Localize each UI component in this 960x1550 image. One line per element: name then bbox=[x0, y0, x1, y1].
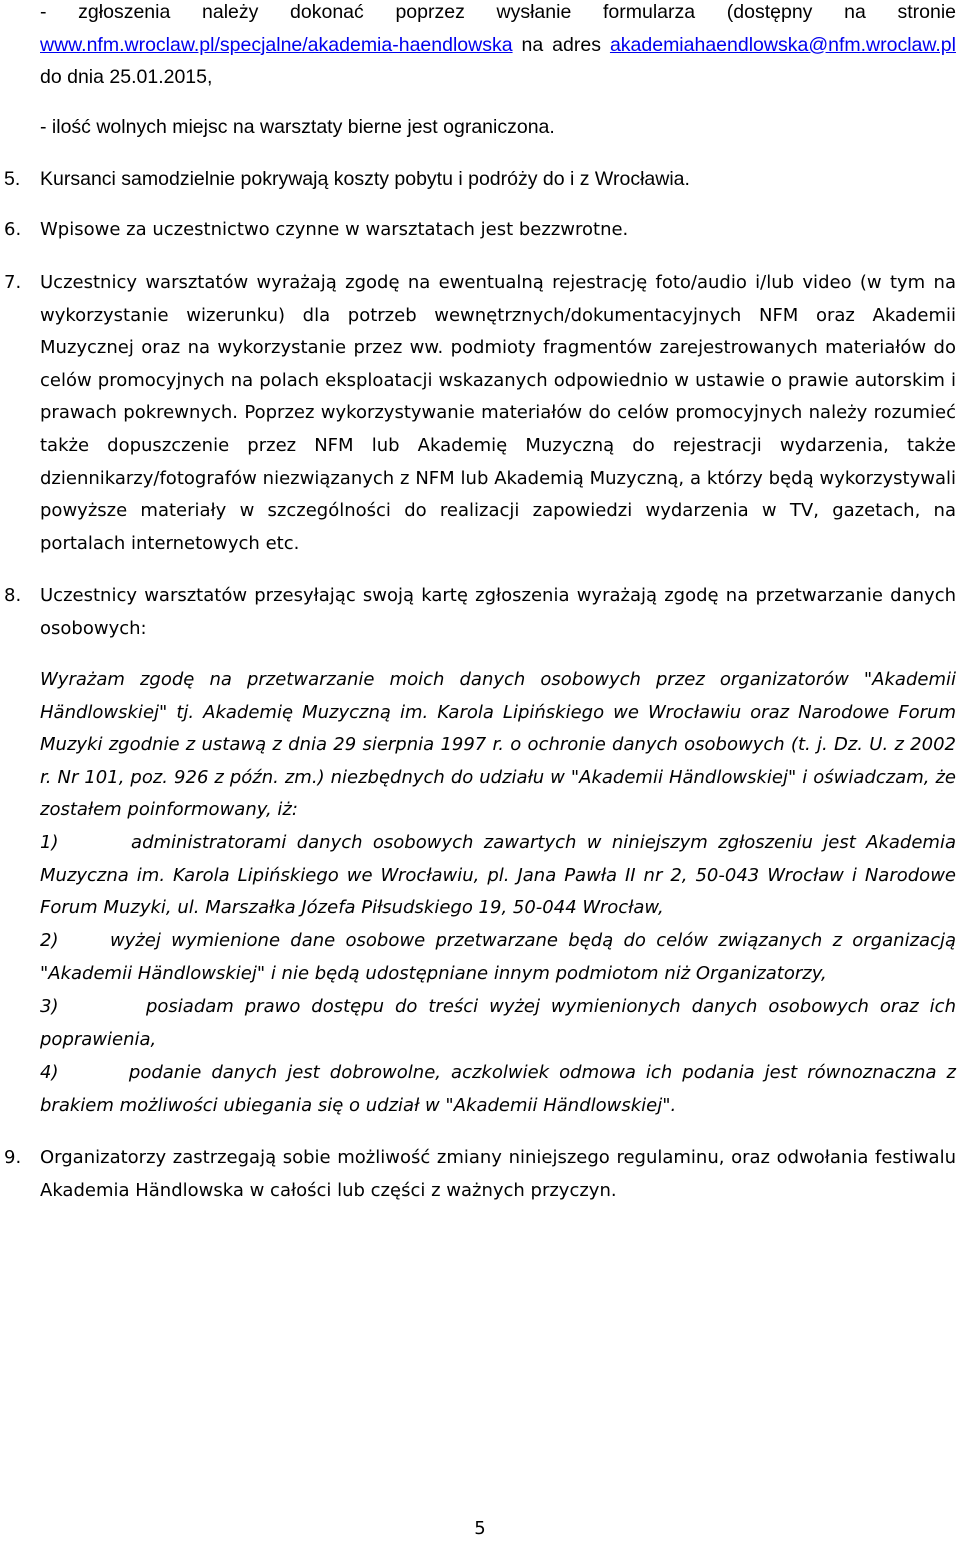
consent-point-number: 3) bbox=[40, 996, 59, 1017]
registration-deadline: do dnia 25.01.2015, bbox=[40, 66, 213, 89]
list-item-number: 9. bbox=[4, 1147, 22, 1168]
list-item-text: Kursanci samodzielnie pokrywają koszty pobytu i podróży do i z Wrocławia. bbox=[40, 168, 690, 190]
list-item-text: Wpisowe za uczestnictwo czynne w warsztatach jest bezzwrotne. bbox=[40, 219, 629, 240]
page-number: 5 bbox=[474, 1518, 486, 1539]
consent-point-text: posiadam prawo dostępu do treści wyżej wymienionych danych osobowych oraz ich poprawienia, bbox=[40, 996, 956, 1050]
registration-text-mid: na adres bbox=[521, 33, 601, 56]
consent-point-4 bbox=[40, 1057, 956, 1122]
consent-point-text: podanie danych jest dobrowolne, aczkolwiek odmowa ich podania jest równoznaczna z brakiem możliwości ubiegania się o udział w "Akademii Händlowskiej". bbox=[40, 1062, 956, 1116]
places-limited-note: - ilość wolnych miejsc na warsztaty bierne jest ograniczona. bbox=[40, 116, 555, 138]
consent-point-text: administratorami danych osobowych zawartych w niniejszym zgłoszeniu jest Akademia Muzyczna im. Karola Lipińskiego we Wrocławiu, pl. Jana Pawła II nr 2, 50-043 Wrocław i Narodowe Forum Muzyki, ul. Marszałka Józefa Piłsudskiego 19, 50-044 Wrocław, bbox=[40, 832, 956, 919]
list-item-number: 5. bbox=[4, 168, 21, 190]
list-item-number: 8. bbox=[4, 585, 22, 606]
registration-url-link[interactable]: www.nfm.wroclaw.pl/specjalne/akademia-haendlowska bbox=[40, 33, 513, 56]
consent-point-number: 1) bbox=[40, 832, 59, 853]
registration-paragraph bbox=[40, 0, 956, 94]
consent-point-3 bbox=[40, 991, 956, 1056]
list-item-number: 6. bbox=[4, 219, 22, 240]
list-item-number: 7. bbox=[4, 272, 22, 293]
list-item-6 bbox=[4, 214, 956, 247]
consent-intro: Wyrażam zgodę na przetwarzanie moich danych osobowych przez organizatorów "Akademii Händlowskiej" tj. Akademię Muzyczną im. Karola Lipińskiego we Wrocławiu oraz Narodowe Forum Muzyki zgodnie z ustawą z dnia 29 sierpnia 1997 r. o ochronie danych osobowych (t. j. Dz. U. z 2002 r. Nr 101, poz. 926 z późn. zm.) niezbędnych do udziału w "Akademii Händlowskiej" i oświadczam, że zostałem poinformowany, iż: bbox=[40, 669, 956, 821]
consent-point-text: wyżej wymienione dane osobowe przetwarzane będą do celów związanych z organizacją "Akademii Händlowskiej" i nie będą udostępniane innym podmiotom niż Organizatorzy, bbox=[40, 930, 956, 984]
consent-point-number: 2) bbox=[40, 930, 59, 951]
list-item-5 bbox=[4, 163, 956, 196]
consent-point-number: 4) bbox=[40, 1062, 59, 1083]
list-item-9 bbox=[4, 1142, 956, 1207]
list-item-8 bbox=[4, 580, 956, 645]
list-item-7 bbox=[4, 267, 956, 560]
consent-point-1 bbox=[40, 827, 956, 925]
registration-text-start: - zgłoszenia należy dokonać poprzez wysłanie formularza (dostępny na stronie bbox=[40, 1, 956, 23]
registration-email-link[interactable]: akademiahaendlowska@nfm.wroclaw.pl bbox=[609, 33, 956, 56]
list-item-text: Organizatorzy zastrzegają sobie możliwość zmiany niniejszego regulaminu, oraz odwołania festiwalu Akademia Händlowska w całości lub części z ważnych przyczyn. bbox=[40, 1147, 956, 1201]
list-item-text: Uczestnicy warsztatów przesyłając swoją kartę zgłoszenia wyrażają zgodę na przetwarzanie danych osobowych: bbox=[40, 585, 956, 639]
list-item-text: Uczestnicy warsztatów wyrażają zgodę na ewentualną rejestrację foto/audio i/lub video (w tym na wykorzystanie wizerunku) dla potrzeb wewnętrznych/dokumentacyjnych NFM oraz Akademii Muzycznej oraz na wykorzystanie przez ww. podmioty fragmentów zarejestrowanych materiałów do celów promocyjnych na polach eksploatacji wskazanych odpowiednio w ustawie o prawie autorskim i prawach pokrewnych. Poprzez wykorzystywanie materiałów do celów promocyjnych należy rozumieć także dopuszczenie przez NFM lub Akademię Muzyczną do rejestracji wydarzenia, także dziennikarzy/fotografów niezwiązanych z NFM lub Akademią Muzyczną, a którzy będą wykorzystywali powyższe materiały w szczególności do realizacji zapowiedzi wydarzenia w TV, gazetach, na portalach internetowych etc. bbox=[40, 272, 956, 554]
consent-point-2 bbox=[40, 925, 956, 990]
